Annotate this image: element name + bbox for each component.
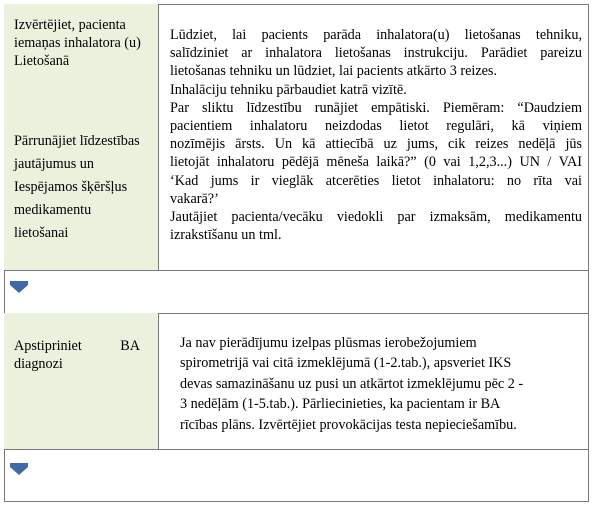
cell-line: izrakstīšanu un tml. xyxy=(170,227,282,244)
row-divider xyxy=(4,449,589,450)
cell-line: lietojāt inhalatoru pēdējā mēneša laikā?” (0 vai 1,2,3...) UN / VAI xyxy=(170,154,582,171)
cell-line: Par sliktu līdzestību runājiet empātiski. Piemēram: “Daudziem xyxy=(170,99,582,116)
cell-line: medikamentu xyxy=(14,202,92,218)
row1-left-cell xyxy=(4,4,159,270)
cell-line: jautājumus un xyxy=(14,156,94,172)
row-divider xyxy=(4,270,589,271)
row2-left-block xyxy=(14,337,140,373)
cell-line: Apstipriniet BA xyxy=(14,338,140,354)
cell-line: spirometrijā vai citā izmeklējumā (1-2.tab.), apsveriet IKS xyxy=(180,355,512,372)
arrow-down-icon xyxy=(9,462,29,476)
row1-left-block-a xyxy=(14,16,154,71)
cell-line: Lūdziet, lai pacients parāda inhalatora(u) lietošanas tehniku, xyxy=(170,27,582,43)
cell-line: nozīmējis ārsts. Un kā attiecībā uz jums, cik reizes nedēļā jūs xyxy=(170,136,582,153)
table-row xyxy=(4,4,589,270)
cell-line: Izvērtējiet, pacienta xyxy=(14,17,126,33)
row1-right-cell xyxy=(170,26,582,244)
cell-line: devas samazināšanu uz pusi un atkārtot izmeklējumu pēc 2 - xyxy=(180,375,524,392)
row2-right-cell xyxy=(180,333,550,435)
cell-line: Pārrunājiet līdzestības xyxy=(14,133,140,149)
cell-line: lietošanas tehniku un lūdziet, lai pacients atkārto 3 reizes. xyxy=(170,63,497,80)
cell-line: Inhalāciju tehniku pārbaudiet katrā vizītē. xyxy=(170,81,407,98)
cell-line: pacientiem inhalatoru neizdodas lietot regulāri, kā viņiem xyxy=(170,118,582,135)
cell-line: Ja nav pierādījumu izelpas plūsmas ierobežojumiem xyxy=(180,335,477,351)
cell-line: rīcības plāns. Izvērtējiet provokācijas testa nepieciešamību. xyxy=(180,416,517,433)
cell-line: Jautājiet pacienta/vecāku viedokli par izmaksām, medikamentu xyxy=(170,209,582,226)
row2-left-cell xyxy=(4,313,159,449)
cell-line: 3 nedēļām (1-5.tab.). Pārliecinieties, ka pacientam ir BA xyxy=(180,396,501,413)
row1-left-block-b xyxy=(14,130,154,245)
cell-line: salīdziniet ar inhalatora lietošanas instrukciju. Parādiet pareizu xyxy=(170,45,582,62)
cell-line: ‘Kad jums ir vieglāk atcerēties lietot inhalatoru: no rīta vai xyxy=(170,172,582,189)
arrow-down-icon xyxy=(9,280,29,294)
cell-line: vakarā?’ xyxy=(170,190,219,207)
cell-line: diagnozi xyxy=(14,356,63,373)
cell-line: Iespējamos šķēršļus xyxy=(14,179,128,195)
table-row xyxy=(4,313,589,449)
cell-line: Lietošanā xyxy=(14,53,70,70)
cell-line: iemaņas inhalatora (u) xyxy=(14,35,141,52)
cell-line: lietošanai xyxy=(14,225,69,241)
